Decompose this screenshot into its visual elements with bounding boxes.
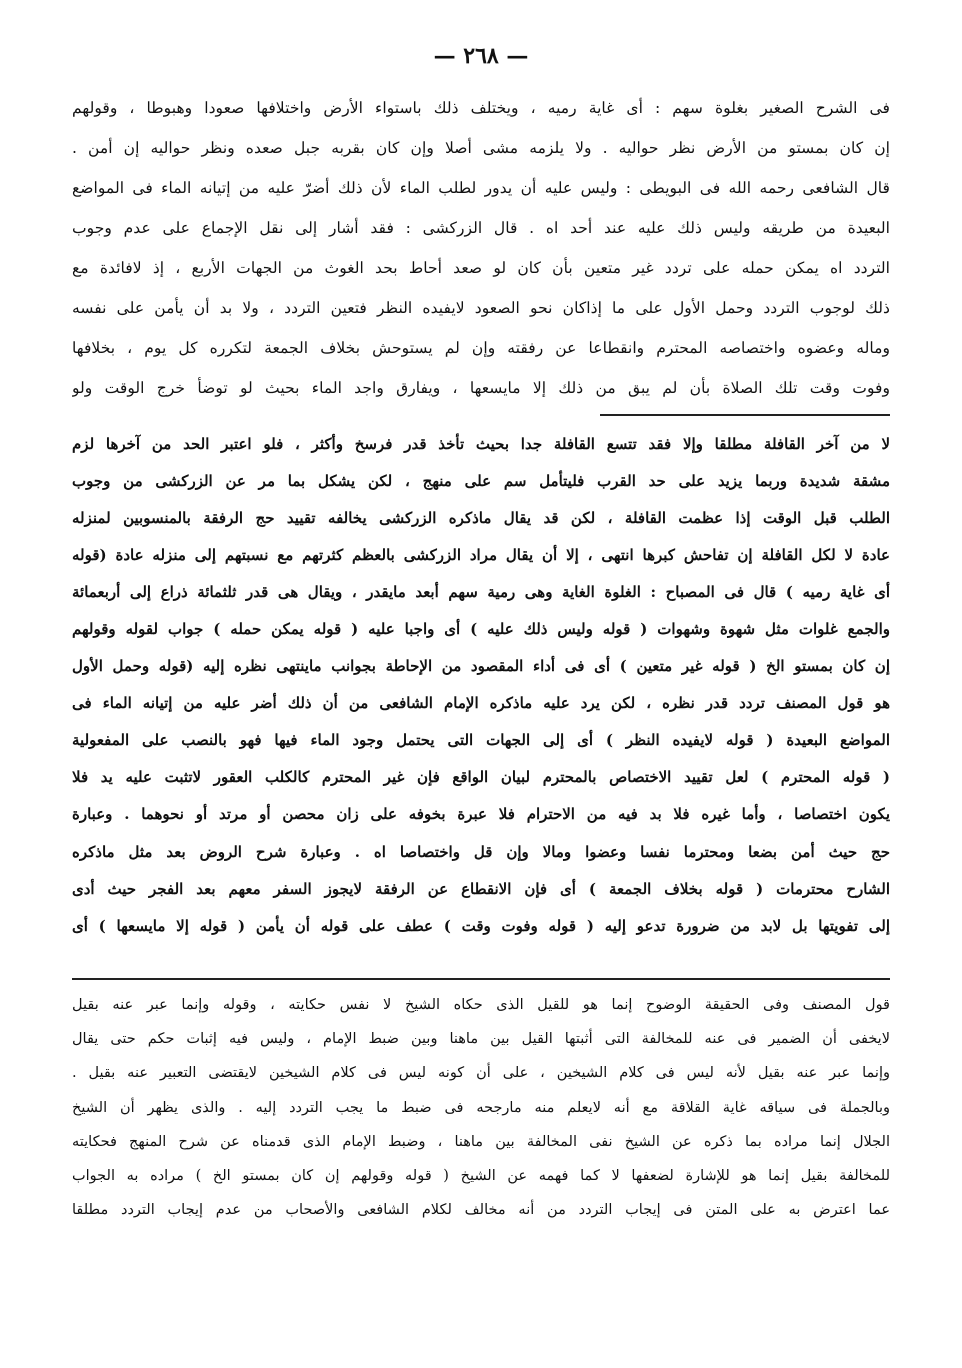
main-text-line: إن كان بمستو من الأرض نظر حواليه . ولا يلزمه مشى أصلا وإن كان بقربه جبل صعده ونظر حواليه إن أمن . [72, 139, 890, 157]
commentary-line: عادة لا لكل القافلة إن تفاحش كبرها انتهى ، إلا أن يقال مراد الزركشى بالعظم كثرتهم مع نسبتهم إلى منزله عادة (قوله [72, 546, 890, 565]
footnote-line: قول المصنف وفى الحقيقة الوضوح إنما هو للقيل الذى حكاه الشيخ لا نفس حكايته ، وقوله وإنما عبر عنه بقيل [72, 997, 890, 1013]
footnote-line: وبالجملة فى سياقه غاية القلاقة مع أنه لايعلم منه مارجحه فى ضبط ما يجب التردد إليه . والذى يظهر أن الشيخ [72, 1099, 890, 1116]
commentary-line: أى غاية رميه ) قال فى المصباح : الغلوة الغاية وهى رمية سهم أبعد مايقدر ، ويقال هى قدر ثلثمائة ذراع إلى أربعمائة [72, 583, 890, 602]
commentary-line: إن كان بمستو الخ ( قوله غير متعين ) أى فى أداء المقصود من الإحاطة بجوانب ماينتهى نظره إليه (قوله وحمل الأول [72, 657, 890, 676]
footnote-line: عما اعترض به على المتن فى إيجاب التردد من أنه مخالف لكلام الشافعى والأصحاب من عدم إيجاب التردد مطلقا [72, 1202, 890, 1219]
commentary-line: يكون اختصاصا ، وأما غيره فلا بد فيه من الاحترام فلا عبرة بخوفه على زان محصن أو مرتد أو نحوهما . وعبارة [72, 805, 890, 824]
main-text-line: قال الشافعى رحمه الله فى البويطى : وليس عليه أن يدور لطلب الماء لأن ذلك أضرّ عليه من إتيانه الماء فى المواضع [72, 179, 890, 197]
commentary-line: مشقة شديدة وربما يزيد على حد القرب فليتأمل سم على منهج ، لكن يشكل بما مر عن الزركشى من وجوب [72, 472, 890, 491]
footnote-line: الجلال إنما مراده بما ذكره عن الشيخ نفى المخالفة بين ماهنا ، وضبط الإمام الذى قدمناه عن شرح المنهج فحكايته [72, 1133, 890, 1150]
main-text-line: وماله وعضوه واختصاصه المحترم وانقطاعا عن رفقته وإن لم يستوحش بخلاف الجمعة لتكرره كل يوم ، بخلافها [72, 339, 890, 357]
footnote-line: للمخالفة بقيل إنما هو للإشارة لضعفها لا كما فهمه عن الشيخ ( قوله وقولهم إن كان بمستو الخ ) مراده به الجواب [72, 1167, 890, 1184]
commentary-line: المواضع البعيدة ( قوله لايفيده النظر ) أى إلى الجهات التى يحتمل وجود الماء فيها فهو بالنصب على المفعولية [72, 731, 890, 750]
main-text-line: وفوت وقت تلك الصلاة بأن لم يبق من ذلك إلا مايسعها ، ويفارق واجد الماء بحيث لو توضأ خرج الوقت ولو [72, 379, 890, 397]
commentary-line: لا من آخر القافلة مطلقا وإلا فقد تتسع القافلة جدا بحيث تأخذ قدر فرسخ وأكثر ، فلو اعتبر الحد من آخرها لزم [72, 435, 890, 453]
commentary-text [72, 426, 890, 945]
commentary-line: والجمع غلوات مثل شهوة وشهوات ( قوله وليس ذلك عليه ) أى واجبا عليه ( قوله يمكن حمله ) جواب لقوله وقولهم [72, 620, 890, 639]
commentary-line: هو قول المصنف تردد قدر نظره ، لكن يرد عليه ماذكره الإمام الشافعى من أن ذلك أضر عليه من إتيانه الماء فى [72, 694, 890, 713]
footnote-line: لايخفى أن الضمير فى عنه للمخالفة التى أثبتها القيل بين ماهنا وبين ضبط الإمام ، وليس فيه إثبات حكم حتى يقال [72, 1031, 890, 1048]
main-text-line: التردد اه يمكن حمله على تردد غير متعين بأن كان لو صعد أحاط بحد الغوث من الجهات الأربع ، إذ لافائدة مع [72, 259, 890, 277]
section-divider [600, 414, 890, 416]
page-number: — ٢٦٨ — [433, 43, 529, 69]
section-divider [72, 978, 890, 980]
main-text [72, 88, 890, 408]
commentary-line: الطلب قبل الوقت إذا عظمت القافلة ، لكن قد يقال ماذكره الزركشى يخالفه تقييد حج الرفقة بالمنسوبين لمنزله [72, 509, 890, 528]
commentary-line: الشارح محترمات ( قوله بخلاف الجمعة ) أى فإن الانقطاع عن الرفقة لايجوز السفر معهم بعد الفجر حيث أدى [72, 879, 890, 898]
commentary-line: ( قوله المحترم ) لعل تقييد الاختصاص بالمحترم لبيان الواقع فإن غير المحترم كالكلب العقور لاتثبت عليه يد فلا [72, 768, 890, 787]
footnote-text [72, 988, 890, 1227]
main-text-line: فى الشرح الصغير بغلوة سهم : أى غاية رميه ، ويختلف ذلك باستواء الأرض واختلافها صعودا وهبوطا ، وقولهم [72, 99, 890, 117]
commentary-line: حج حيث أمن بضعا ومحترما نفسا وعضوا ومالا وإن قل واختصاصا اه . وعبارة شرح الروض بعد مثل ماذكره [72, 842, 890, 861]
main-text-line: البعيدة من طريقه وليس ذلك عليه عند أحد اه . قال الزركشى : فقد أشار إلى نقل الإجماع على عدم وجوب [72, 219, 890, 237]
footnote-line: وإنما عبر عنه بقيل لأنه ليس فى كلام الشيخين ، على أن كونه ليس فى كلام الشيخين لايقتضى التعبير عنه بقيل . [72, 1065, 890, 1082]
commentary-line: إلى تفويتها بل لابد من ضرورة تدعو إليه ( قوله وفوت وقت ) عطف على قوله أن يأمن ( قوله إلا مايسعها ) أى [72, 916, 890, 935]
main-text-line: ذلك لوجوب التردد وحمل الأول على ما إذاكان نحو الصعود لايفيده النظر فتعين التردد ، ولا بد أن يأمن على نفسه [72, 299, 890, 317]
